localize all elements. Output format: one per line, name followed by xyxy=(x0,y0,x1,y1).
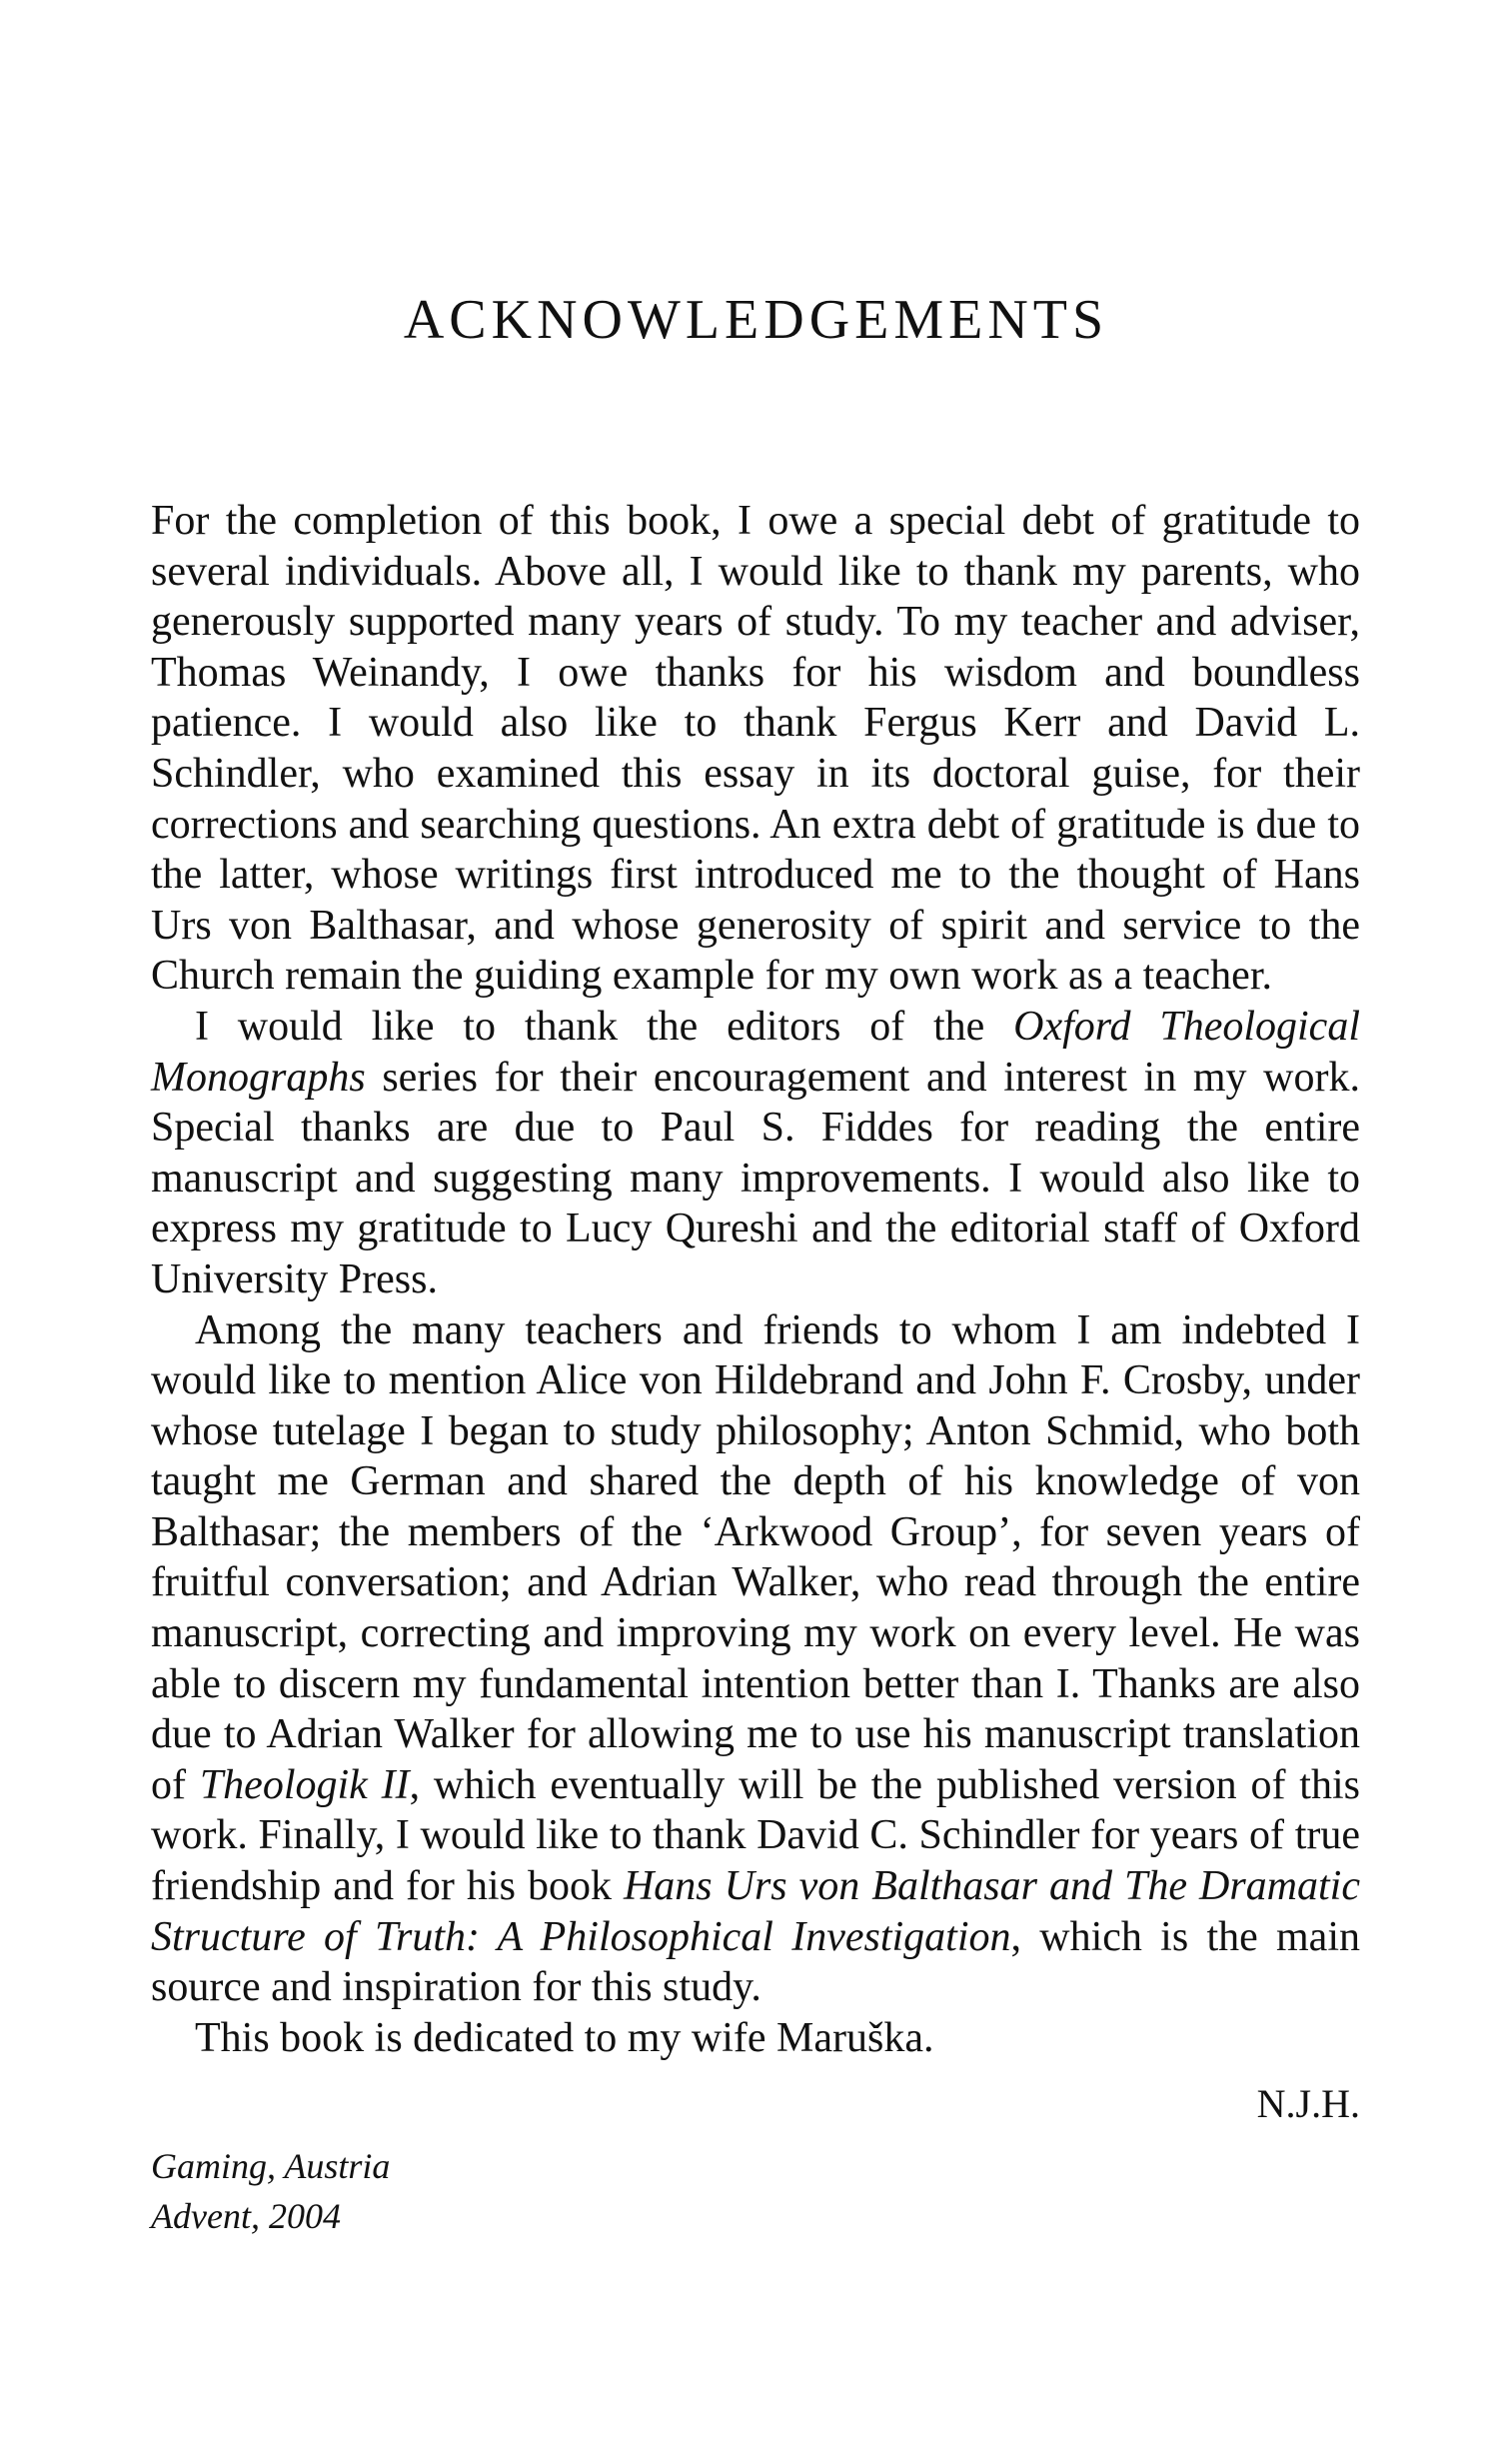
page-title: ACKNOWLEDGEMENTS xyxy=(403,289,1109,351)
paragraph-3-text-part2: , which eventually will be the published version of this work. Finally, I would like to thank David C. Schindler for years of true friendship and for his book xyxy=(151,1761,1360,1910)
series-title: Oxford Theological Monographs xyxy=(151,1003,1360,1101)
paragraph-2-text-before: I would like to thank the editors of the xyxy=(195,1003,1014,1050)
paragraph-1: For the completion of this book, I owe a special debt of gratitude to several individuals. Above all, I would like to thank my parents, who generously supported many years of study. To my teacher and adviser, Thomas Weinandy, I owe thanks for his wisdom and boundless patience. I would also like to thank Fergus Kerr and David L. Schindler, who examined this essay in its doctoral guise, for their corrections and searching questions. An extra debt of gratitude is due to the latter, whose writings first introduced me to the thought of Hans Urs von Balthasar, and whose generosity of spirit and service to the Church remain the guiding example for my own work as a teacher. xyxy=(151,498,1360,1000)
date-line: Advent, 2004 xyxy=(151,2196,341,2237)
book-title-balthasar: Hans Urs von Balthasar and The Dramatic Structure of Truth: A Philosophical Investigation xyxy=(151,1863,1360,1960)
place-line: Gaming, Austria xyxy=(151,2146,391,2187)
paragraph-2 xyxy=(151,1002,1360,1305)
acknowledgements-body xyxy=(151,496,1360,2241)
paragraph-3 xyxy=(151,1305,1360,2013)
paragraph-3-text-part1: Among the many teachers and friends to whom I am indebted I would like to mention Alice von Hildebrand and John F. Crosby, under whose tutelage I began to study philosophy; Anton Schmid, who both taught me German and shared the depth of his knowledge of von Balthasar; the members of the ‘Arkwood Group’, for seven years of fruitful conversation; and Adrian Walker, who read through the entire manuscript, correcting and improving my work on every level. He was able to discern my fundamental intention better than I. Thanks are also due to Adrian Walker for allowing me to use his manuscript translation of xyxy=(151,1306,1360,1808)
place-date-block xyxy=(151,2141,1360,2241)
author-initials: N.J.H. xyxy=(1256,2081,1360,2127)
work-title-theologik: Theologik II xyxy=(199,1761,410,1808)
paragraph-3-text-part3: , which is the main source and inspiration for this study. xyxy=(151,1913,1360,2011)
paragraph-4: This book is dedicated to my wife Maruška. xyxy=(195,2014,934,2061)
paragraph-2-text-after: series for their encouragement and interest in my work. Special thanks are due to Paul S. Fiddes for reading the entire manuscript and suggesting many improvements. I would also like to express my gratitude to Lucy Qureshi and the editorial staff of Oxford University Press. xyxy=(151,1054,1360,1302)
